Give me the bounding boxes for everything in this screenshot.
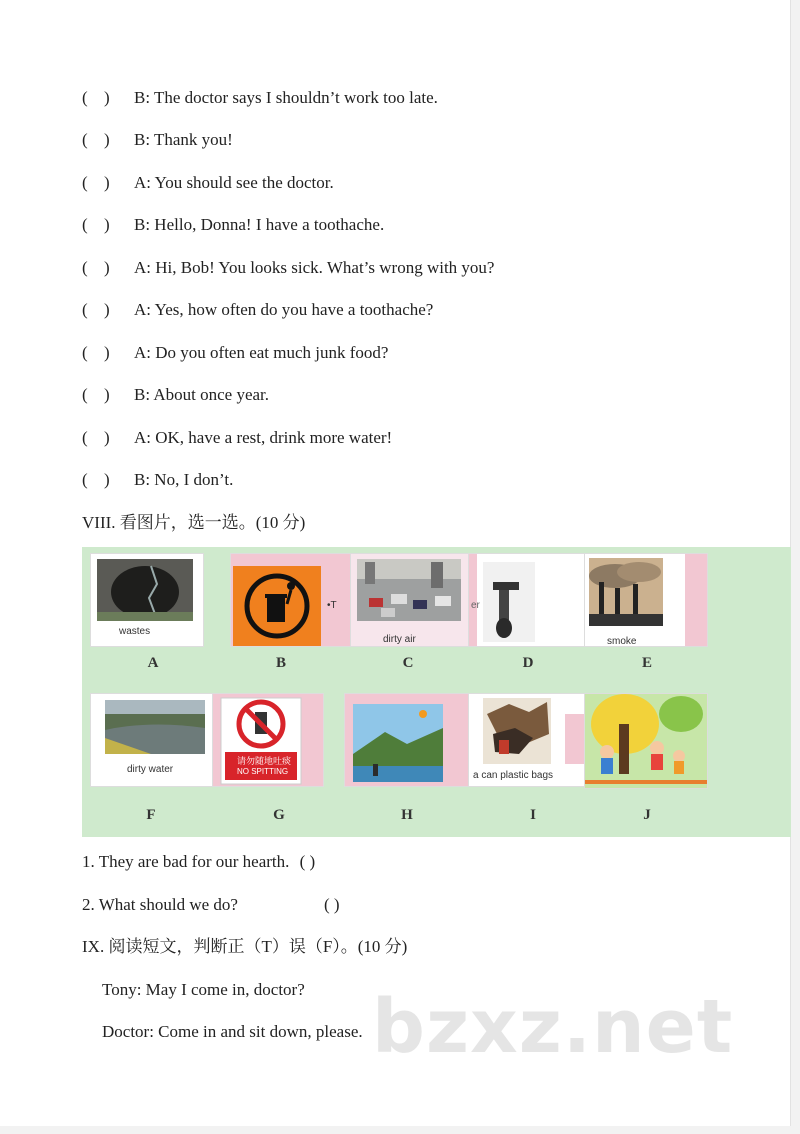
picture-g-letter: G [273,807,285,823]
dripping-tap-illustration [469,554,585,646]
section-viii-heading: VIII. 看图片，选一选。(10 分) [82,513,306,532]
picture-g-caption: 请勿随地吐痰 [237,756,292,766]
answer-open-paren[interactable]: ( [82,130,88,149]
clean-landscape-illustration [345,694,469,786]
page-edge [790,0,800,1134]
no-littering-sign-icon [231,554,353,646]
picture-g[interactable] [212,693,324,787]
page-bottom-edge [0,1126,800,1134]
picture-i[interactable] [468,693,586,787]
answer-close-paren: ) [104,470,110,489]
picture-h-letter: H [401,807,413,823]
answer-close-paren: ) [104,428,110,447]
dialogue-line [82,343,388,363]
picture-g-caption-en: NO SPITTING [237,767,289,776]
picture-b-letter: B [275,655,286,671]
picture-c-letter: C [402,655,414,671]
dialogue-line [82,428,392,448]
reading-line-2: Doctor: Come in and sit down, please. [102,1022,363,1041]
picture-d-letter: D [522,655,534,671]
answer-close-paren: ) [104,215,110,234]
answer-close-paren: ) [104,385,110,404]
dialogue-line [82,130,233,150]
svg-text:er: er [471,600,480,611]
answer-open-paren[interactable]: ( [82,173,88,192]
picture-i-caption: a can plastic bags [473,770,554,781]
dialogue-text: B: Thank you! [134,130,233,149]
factory-smoke-illustration [585,554,707,646]
answer-close-paren: ) [104,88,110,107]
picture-f-letter: F [146,807,156,823]
answer-open-paren[interactable]: ( [82,343,88,362]
picture-e-caption: smoke [607,636,637,647]
picture-f[interactable] [90,693,214,787]
answer-close-paren: ) [104,130,110,149]
dialogue-line [82,300,433,320]
picture-a-caption: wastes [119,626,151,637]
picture-f-caption: dirty water [127,764,174,775]
dialogue-text: B: No, I don’t. [134,470,234,489]
dialogue-text: A: Do you often eat much junk food? [134,343,389,362]
dialogue-line [82,173,334,193]
answer-open-paren[interactable]: ( [82,470,88,489]
picture-j[interactable] [584,693,708,789]
watermark: bzxz.net [372,984,734,1070]
children-planting-tree-illustration [585,694,707,788]
answer-open-paren[interactable]: ( [82,385,88,404]
picture-j-letter: J [643,807,651,823]
picture-b[interactable] [230,553,354,647]
section-ix-heading: IX. 阅读短文，判断正（T）误（F）。(10 分) [82,937,408,956]
answer-close-paren: ) [104,300,110,319]
dialogue-text: B: About once year. [134,385,270,404]
picture-e-letter: E [641,655,652,671]
picture-i-letter: I [530,807,536,823]
dialogue-text: A: You should see the doctor. [134,173,334,192]
picture-a-letter: A [147,655,159,671]
traffic-jam-illustration [351,554,471,646]
dialogue-line [82,470,233,490]
dialogue-line [82,215,384,235]
dialogue-line [82,88,438,108]
question-1 [82,852,315,872]
answer-open-paren[interactable]: ( [82,258,88,277]
picture-h[interactable] [344,693,470,787]
dialogue-line [82,258,494,278]
answer-close-paren: ) [104,343,110,362]
picture-panel [82,547,791,837]
picture-e[interactable] [584,553,708,647]
question-2-text: 2. What should we do? [82,895,238,914]
dialogue-text: B: Hello, Donna! I have a toothache. [134,215,385,234]
answer-open-paren[interactable]: ( [82,215,88,234]
dialogue-line [82,385,269,405]
question-1-blank[interactable]: ( ) [299,852,316,871]
answer-open-paren[interactable]: ( [82,428,88,447]
answer-open-paren[interactable]: ( [82,88,88,107]
question-2 [82,895,340,915]
dialogue-text: B: The doctor says I shouldn’t work too late. [134,88,438,107]
question-1-text: 1. They are bad for our hearth. [82,852,290,871]
answer-close-paren: ) [104,258,110,277]
answer-open-paren[interactable]: ( [82,300,88,319]
dialogue-text: A: Yes, how often do you have a toothache? [134,300,434,319]
picture-d[interactable] [468,553,586,647]
svg-text:•T: •T [327,600,337,611]
dialogue-text: A: OK, have a rest, drink more water! [134,428,393,447]
reading-line-1: Tony: May I come in, doctor? [102,980,305,999]
dialogue-text: A: Hi, Bob! You looks sick. What’s wrong with you? [134,258,495,277]
picture-c-caption: dirty air [383,634,416,645]
question-2-blank[interactable]: ( ) [324,895,340,914]
answer-close-paren: ) [104,173,110,192]
picture-a[interactable] [90,553,204,647]
picture-c[interactable] [350,553,472,647]
